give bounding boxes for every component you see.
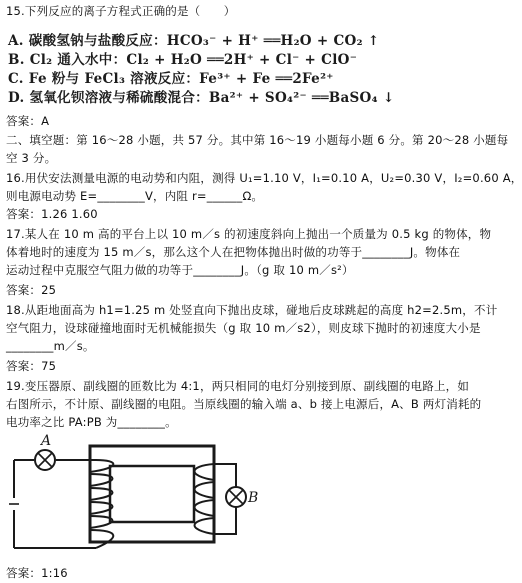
lamp-b-label: B <box>248 490 259 506</box>
section2-line1: 二、填空题：第 16～28 小题，共 57 分。其中第 16～19 小题每小题 6 分。第 20～28 小题每 <box>6 133 509 147</box>
q16-line2: 则电源电动势 E=________V，内阻 r=______Ω。 <box>6 189 264 203</box>
section2-line2: 空 3 分。 <box>6 151 57 165</box>
q15-options-image <box>6 27 426 105</box>
q17-line2: 体着地时的速度为 15 m／s，那么这个人在把物体抛出时做的功等于________J。物体在 <box>6 245 461 259</box>
transformer-circuit-diagram <box>8 430 259 558</box>
q15-option-d: D. 氢氧化钡溶液与稀硫酸混合：Ba²⁺ + SO₄²⁻ ══BaSO₄ ↓ <box>8 90 395 106</box>
lamp-a-cross <box>38 453 52 467</box>
q15-option-c: C. Fe 粉与 FeCl₃ 溶液反应：Fe³⁺ + Fe ══2Fe²⁺ <box>8 71 334 87</box>
q16-answer: 答案：1.26 1.60 <box>6 207 98 221</box>
q19-line3: 电功率之比 PA:PB 为________。 <box>6 415 177 429</box>
q15-stem: 15.下列反应的离子方程式正确的是（ ） <box>6 4 236 18</box>
lamp-a-label: A <box>41 433 52 449</box>
secondary-bottom-wire <box>214 507 236 534</box>
q17-line1: 17.某人在 10 m 高的平台上以 10 m／s 的初速度斜向上抛出一个质量为 0.5 kg 的物体，物 <box>6 227 492 241</box>
q17-line3: 运动过程中克服空气阻力做的功等于________J。（g 取 10 m／s²） <box>6 263 354 277</box>
secondary-top-wire <box>214 464 236 487</box>
q19-line2: 右图所示，不计原、副线圈的电阻。当原线圈的输入端 a、b 接上电源后，A、B 两灯消耗的 <box>6 397 482 411</box>
q15-option-b: B. Cl₂ 通入水中：Cl₂ + H₂O ══2H⁺ + Cl⁻ + ClO⁻ <box>8 52 358 68</box>
q17-answer: 答案：25 <box>6 283 57 297</box>
q18-answer: 答案：75 <box>6 359 57 373</box>
q15-answer: 答案：A <box>6 114 50 128</box>
q18-line1: 18.从距地面高为 h1=1.25 m 处竖直向下抛出皮球，碰地后皮球跳起的高度 h2=2.5m，不计 <box>6 303 498 317</box>
lamp-b-cross <box>229 490 243 504</box>
secondary-coil <box>195 464 215 534</box>
q15-option-a: A. 碳酸氢钠与盐酸反应：HCO₃⁻ + H⁺ ══H₂O + CO₂ ↑ <box>8 33 380 49</box>
q19-answer: 答案：1:16 <box>6 566 68 580</box>
q18-line3: ________m／s。 <box>6 339 95 353</box>
q19-line1: 19.变压器原、副线圈的匝数比为 4:1，两只相同的电灯分别接到原、副线圈的电路上，如 <box>6 379 470 393</box>
q16-line1: 16.用伏安法测量电源的电动势和内阻，测得 U₁=1.10 V，I₁=0.10 A，U₂=0.30 V，I₂=0.60 A， <box>6 171 522 185</box>
q18-line2: 空气阻力，设球碰撞地面时无机械能损失（g 取 10 m／s2），则皮球下抛时的初速度大小是 <box>6 321 481 335</box>
transformer-core-inner <box>110 466 194 522</box>
